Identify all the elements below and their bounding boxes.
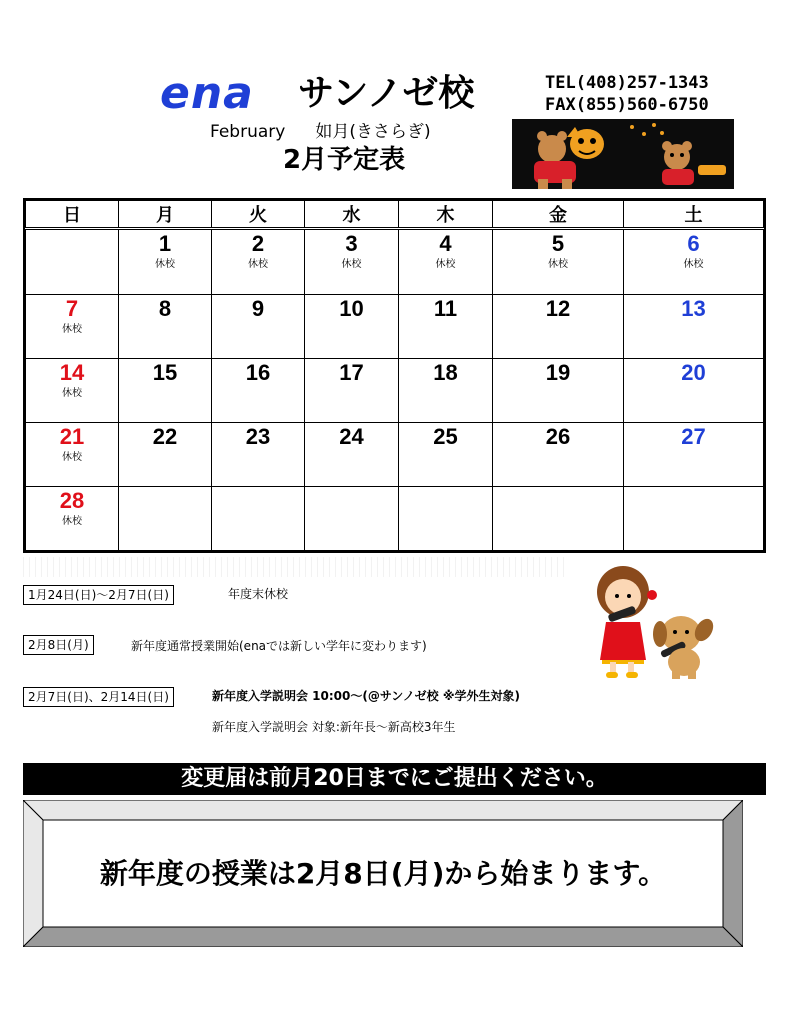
calendar-day-cell [493,229,624,295]
day-number: 11 [433,295,458,321]
day-number: 26 [545,423,571,449]
calendar-day-cell [26,486,119,550]
calendar-day-cell [624,422,764,486]
decorative-stripe [23,557,568,577]
notice-date-tag: 2月7日(日)、2月14日(日) [23,687,174,707]
day-note: 休校 [435,259,456,270]
calendar-day-cell [26,358,119,422]
day-note: 休校 [548,259,568,270]
calendar-day-cell [624,229,764,295]
day-number: 19 [545,359,571,385]
day-number: 4 [439,231,452,256]
calendar-day-cell [399,358,493,422]
dog-eating-ehomaki-icon [648,612,718,680]
day-number: 24 [339,423,364,449]
weekday-header-row [26,201,764,229]
notice-text: 年度末休校 [228,587,289,601]
calendar-week-row [26,229,764,295]
calendar-day-cell [212,422,305,486]
calendar-day-cell [119,294,212,358]
weekday-sat: 土 [624,201,764,229]
calendar-day-cell [305,294,399,358]
calendar-day-cell [26,294,119,358]
weekday-tue: 火 [212,201,305,229]
month-english: February [210,122,286,142]
calendar-day-cell [624,294,764,358]
calendar-day-cell [493,294,624,358]
day-note: 休校 [155,259,175,270]
calendar-day-cell [119,358,212,422]
calendar-week-row [26,422,764,486]
day-number: 28 [59,487,85,513]
day-number: 12 [545,295,571,321]
calendar-day-cell [212,358,305,422]
deadline-banner: 変更届は前月20日までにご提出ください。 [23,763,766,795]
dog-illustration [648,612,718,680]
notice-date-tag: 2月8日(月) [23,635,94,655]
ena-logo: ena [160,68,254,119]
calendar-day-cell [624,486,764,550]
tel-number: TEL(408)257-1343 [545,73,709,93]
day-note: 休校 [62,451,82,463]
day-number: 13 [681,295,706,321]
contact-block [545,72,709,116]
calendar-day-cell [493,486,624,550]
weekday-sun: 日 [26,201,119,229]
calendar-week-row [26,294,764,358]
day-note: 休校 [248,259,268,270]
day-number: 8 [158,295,172,321]
day-number: 10 [339,295,364,321]
month-japanese: 如月(きさらぎ) [315,122,431,142]
calendar-week-row [26,358,764,422]
day-number: 6 [687,231,700,256]
day-note: 休校 [341,259,362,270]
notice-text: 新年度通常授業開始(enaでは新しい学年に変わります) [131,639,427,653]
school-name: サンノゼ校 [298,73,475,114]
calendar-week-row [26,486,764,550]
calendar-day-cell [624,358,764,422]
calendar-day-cell [493,358,624,422]
weekday-mon: 月 [119,201,212,229]
calendar-day-cell [26,422,119,486]
day-number: 18 [433,359,458,385]
day-note: 休校 [62,515,82,527]
schedule-title: 2月予定表 [283,145,406,175]
day-number: 23 [245,423,271,449]
day-number: 7 [65,295,79,321]
calendar-day-cell [119,229,212,295]
notice-text: 新年度入学説明会 10:00〜(@サンノゼ校 ※学外生対象) [212,689,520,703]
calendar-day-cell [119,422,212,486]
day-number: 3 [345,231,358,256]
setsubun-illustration [512,119,734,189]
calendar-day-cell [212,294,305,358]
month-line [210,122,431,142]
day-number: 15 [152,359,178,385]
day-number: 2 [251,231,265,256]
calendar-day-cell [212,486,305,550]
calendar-day-cell [305,422,399,486]
calendar-day-cell [493,422,624,486]
notice-date-tag: 1月24日(日)〜2月7日(日) [23,585,174,605]
calendar-day-cell [399,486,493,550]
day-number: 9 [251,295,265,321]
fax-number: FAX(855)560-6750 [545,95,709,115]
day-number: 27 [681,423,706,449]
calendar-day-cell [26,229,119,295]
weekday-thu: 木 [399,201,493,229]
calendar-day-cell [119,486,212,550]
february-calendar [23,198,766,553]
calendar-day-cell [305,486,399,550]
calendar-day-cell [305,358,399,422]
calendar-table [25,200,764,551]
day-number: 22 [152,423,178,449]
day-number: 14 [59,359,85,385]
day-number: 21 [59,423,85,449]
weekday-wed: 水 [305,201,399,229]
main-message: 新年度の授業は2月8日(月)から始まります。 [99,857,667,890]
day-note: 休校 [683,259,704,270]
day-number: 17 [339,359,364,385]
notice-subtext: 新年度入学説明会 対象:新年長〜新高校3年生 [212,720,456,734]
day-number: 1 [158,231,172,256]
calendar-day-cell [399,422,493,486]
day-number: 16 [245,359,271,385]
calendar-day-cell [212,229,305,295]
day-number: 20 [681,359,706,385]
calendar-day-cell [305,229,399,295]
weekday-fri: 金 [493,201,624,229]
day-note: 休校 [62,387,82,399]
calendar-day-cell [399,294,493,358]
calendar-day-cell [399,229,493,295]
main-message-frame [23,800,743,947]
day-note: 休校 [62,323,82,335]
day-number: 25 [433,423,458,449]
oni-bear-illustration [512,119,734,189]
day-number: 5 [551,231,565,256]
